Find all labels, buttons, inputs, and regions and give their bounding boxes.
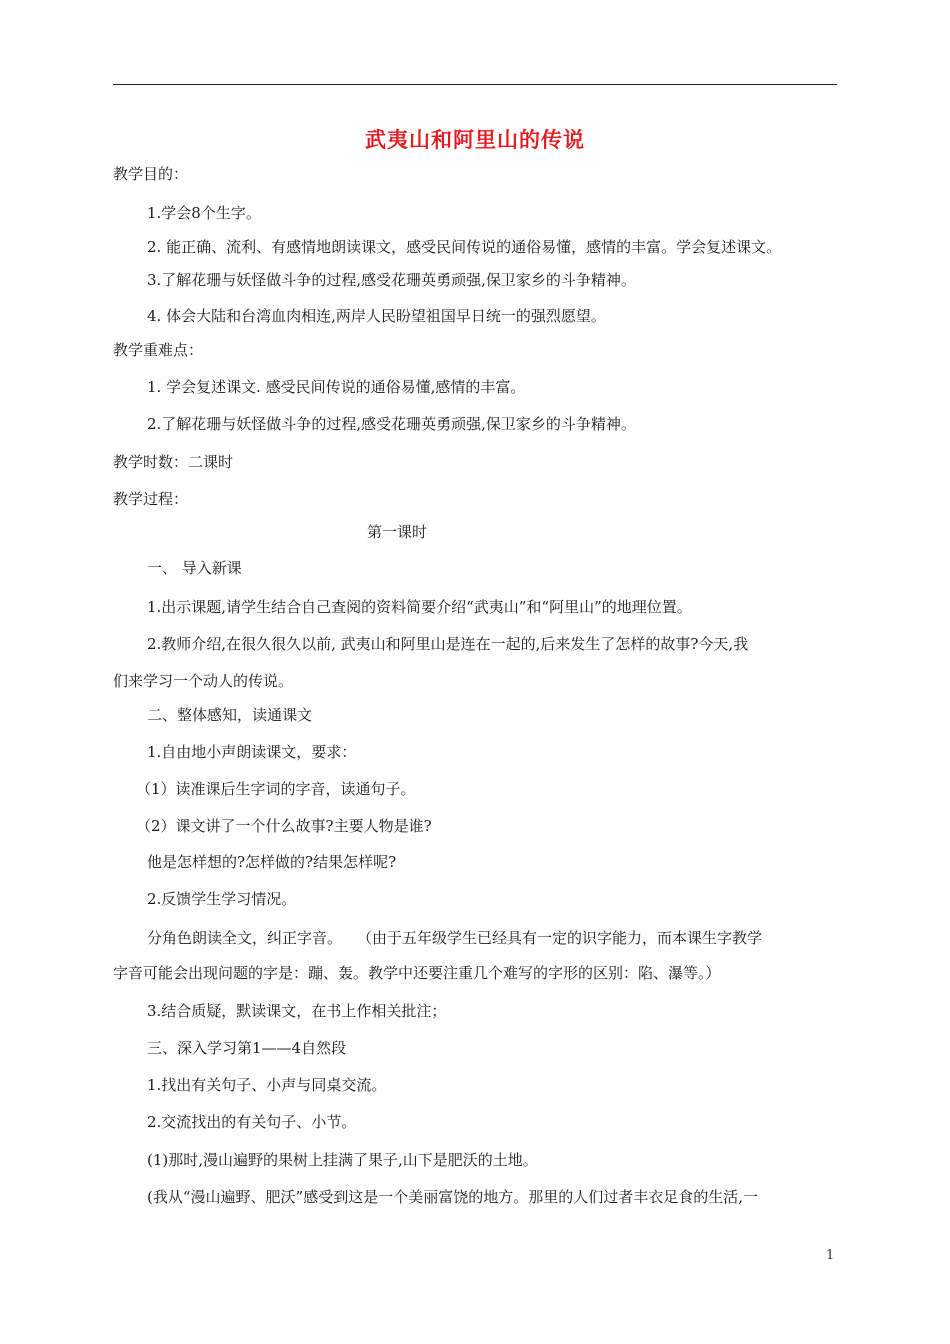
step-heading: 二、整体感知，读通课文 bbox=[147, 706, 313, 724]
section-heading-hours: 教学时数：二课时 bbox=[113, 453, 234, 471]
section-heading-key-points: 教学重难点： bbox=[113, 341, 204, 359]
paragraph-line: （2）课文讲了一个什么故事?主要人物是谁? bbox=[136, 817, 432, 835]
objective-item: 4. 体会大陆和台湾血肉相连,两岸人民盼望祖国早日统一的强烈愿望。 bbox=[147, 307, 606, 325]
page-number: 1 bbox=[826, 1248, 835, 1263]
paragraph-line: 2.交流找出的有关句子、小节。 bbox=[147, 1113, 357, 1131]
paragraph-line: （1）读准课后生字词的字音，读通句子。 bbox=[136, 780, 416, 798]
objective-item: 1.学会8个生字。 bbox=[147, 204, 261, 222]
objective-item: 2. 能正确、流利、有感情地朗读课文，感受民间传说的通俗易懂，感情的丰富。学会复述课文。 bbox=[147, 238, 782, 256]
paragraph-line: 们来学习一个动人的传说。 bbox=[113, 672, 294, 690]
paragraph-line: 1.找出有关句子、小声与同桌交流。 bbox=[147, 1076, 387, 1094]
paragraph-line: 1.自由地小声朗读课文，要求： bbox=[147, 743, 357, 761]
paragraph-line: (1)那时,漫山遍野的果树上挂满了果子,山下是肥沃的土地。 bbox=[147, 1151, 538, 1169]
paragraph-line: (我从“漫山遍野、肥沃”感受到这是一个美丽富饶的地方。那里的人们过者丰衣足食的生活,一 bbox=[147, 1188, 758, 1206]
paragraph-line: 分角色朗读全文，纠正字音。 （由于五年级学生已经具有一定的识字能力，而本课生字教学 bbox=[147, 929, 763, 947]
section-heading-process: 教学过程： bbox=[113, 490, 189, 508]
key-point-item: 2.了解花珊与妖怪做斗争的过程,感受花珊英勇顽强,保卫家乡的斗争精神。 bbox=[147, 415, 636, 433]
paragraph-line: 3.结合质疑，默读课文，在书上作相关批注； bbox=[147, 1002, 447, 1020]
lesson-heading: 第一课时 bbox=[367, 523, 428, 541]
step-heading: 三、深入学习第1——4自然段 bbox=[147, 1039, 347, 1057]
paragraph-line: 1.出示课题,请学生结合自己查阅的资料简要介绍“武夷山”和“阿里山”的地理位置。 bbox=[147, 598, 692, 616]
step-heading: 一、 导入新课 bbox=[147, 559, 242, 577]
header-rule bbox=[113, 84, 837, 85]
paragraph-line: 字音可能会出现问题的字是：蹦、轰。教学中还要注重几个难写的字形的区别：陷、瀑等。） bbox=[113, 964, 721, 982]
paragraph-line: 2.教师介绍,在很久很久以前, 武夷山和阿里山是连在一起的,后来发生了怎样的故事?今天,我 bbox=[147, 635, 749, 653]
section-heading-objectives: 教学目的： bbox=[113, 165, 189, 183]
paragraph-line: 他是怎样想的?怎样做的?结果怎样呢? bbox=[147, 853, 397, 871]
document-title: 武夷山和阿里山的传说 bbox=[365, 127, 585, 152]
paragraph-line: 2.反馈学生学习情况。 bbox=[147, 890, 297, 908]
objective-item: 3.了解花珊与妖怪做斗争的过程,感受花珊英勇顽强,保卫家乡的斗争精神。 bbox=[147, 271, 636, 289]
key-point-item: 1. 学会复述课文. 感受民间传说的通俗易懂,感情的丰富。 bbox=[147, 378, 526, 396]
